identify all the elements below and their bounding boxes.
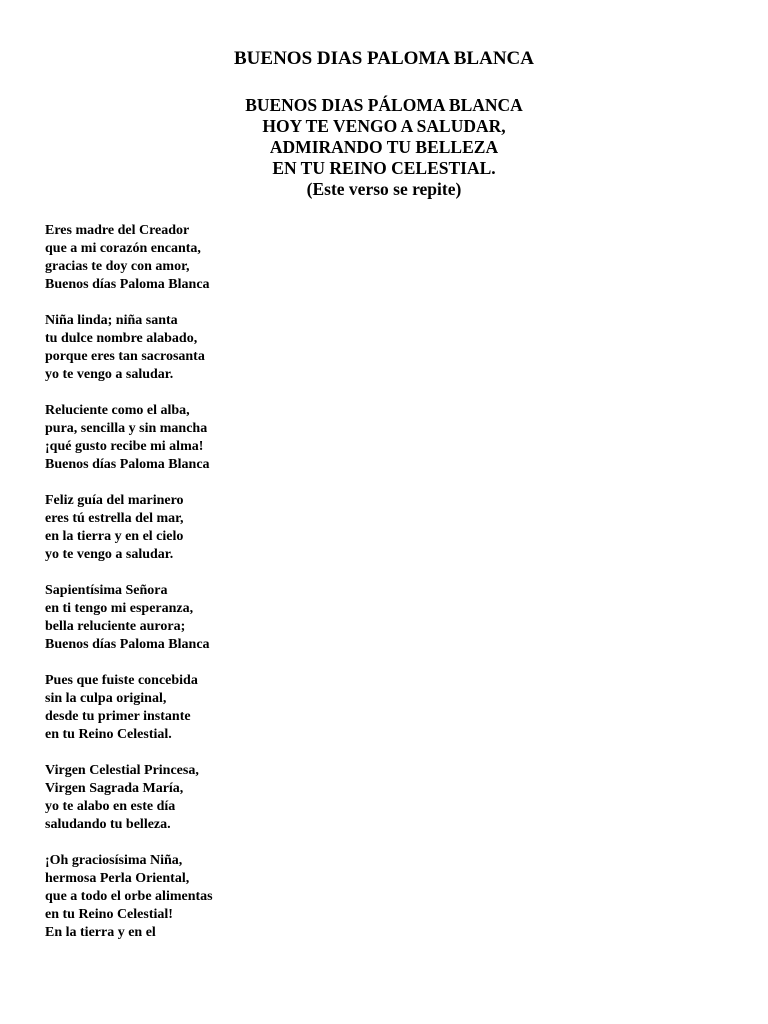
verse-line: Virgen Sagrada María, (45, 781, 184, 796)
verse-line: desde tu primer instante (45, 709, 191, 724)
stanza (45, 402, 445, 474)
page-title: BUENOS DIAS PALOMA BLANCA (234, 48, 534, 69)
verse-line: Buenos días Paloma Blanca (45, 637, 210, 652)
verse-line: yo te alabo en este día (45, 799, 176, 814)
verse-line: en la tierra y en el cielo (45, 529, 184, 544)
verse-line: ¡Oh graciosísima Niña, (45, 853, 183, 868)
verses-block (45, 222, 445, 960)
verse-line: Buenos días Paloma Blanca (45, 277, 210, 292)
verse-line: tu dulce nombre alabado, (45, 331, 198, 346)
verse-line: Feliz guía del marinero (45, 493, 184, 508)
verse-line: sin la culpa original, (45, 691, 167, 706)
stanza (45, 762, 445, 834)
stanza (45, 222, 445, 294)
chorus-block (0, 95, 768, 200)
verse-line: saludando tu belleza. (45, 817, 171, 832)
verse-line: Buenos días Paloma Blanca (45, 457, 210, 472)
verse-line: bella reluciente aurora; (45, 619, 186, 634)
stanza (45, 312, 445, 384)
verse-line: Pues que fuiste concebida (45, 673, 198, 688)
verse-line: En la tierra y en el (45, 925, 156, 940)
chorus-line: EN TU REINO CELESTIAL. (272, 158, 496, 178)
verse-line: ¡qué gusto recibe mi alma! (45, 439, 204, 454)
stanza (45, 672, 445, 744)
chorus-note: (Este verso se repite) (306, 179, 462, 199)
verse-line: hermosa Perla Oriental, (45, 871, 190, 886)
verse-line: Virgen Celestial Princesa, (45, 763, 199, 778)
stanza (45, 492, 445, 564)
verse-line: que a mi corazón encanta, (45, 241, 201, 256)
verse-line: Eres madre del Creador (45, 223, 190, 238)
verse-line: yo te vengo a saludar. (45, 547, 174, 562)
verse-line: yo te vengo a saludar. (45, 367, 174, 382)
verse-line: Sapientísima Señora (45, 583, 168, 598)
verse-line: en ti tengo mi esperanza, (45, 601, 194, 616)
chorus-line: BUENOS DIAS PÁLOMA BLANCA (245, 95, 523, 115)
stanza (45, 852, 445, 942)
verse-line: Reluciente como el alba, (45, 403, 190, 418)
verse-line: gracias te doy con amor, (45, 259, 190, 274)
verse-line: Niña linda; niña santa (45, 313, 178, 328)
verse-line: pura, sencilla y sin mancha (45, 421, 208, 436)
chorus-line: ADMIRANDO TU BELLEZA (269, 137, 499, 157)
verse-line: en tu Reino Celestial. (45, 727, 172, 742)
verse-line: porque eres tan sacrosanta (45, 349, 205, 364)
verse-line: eres tú estrella del mar, (45, 511, 184, 526)
verse-line: en tu Reino Celestial! (45, 907, 173, 922)
stanza (45, 582, 445, 654)
verse-line: que a todo el orbe alimentas (45, 889, 213, 904)
chorus-line: HOY TE VENGO A SALUDAR, (262, 116, 506, 136)
